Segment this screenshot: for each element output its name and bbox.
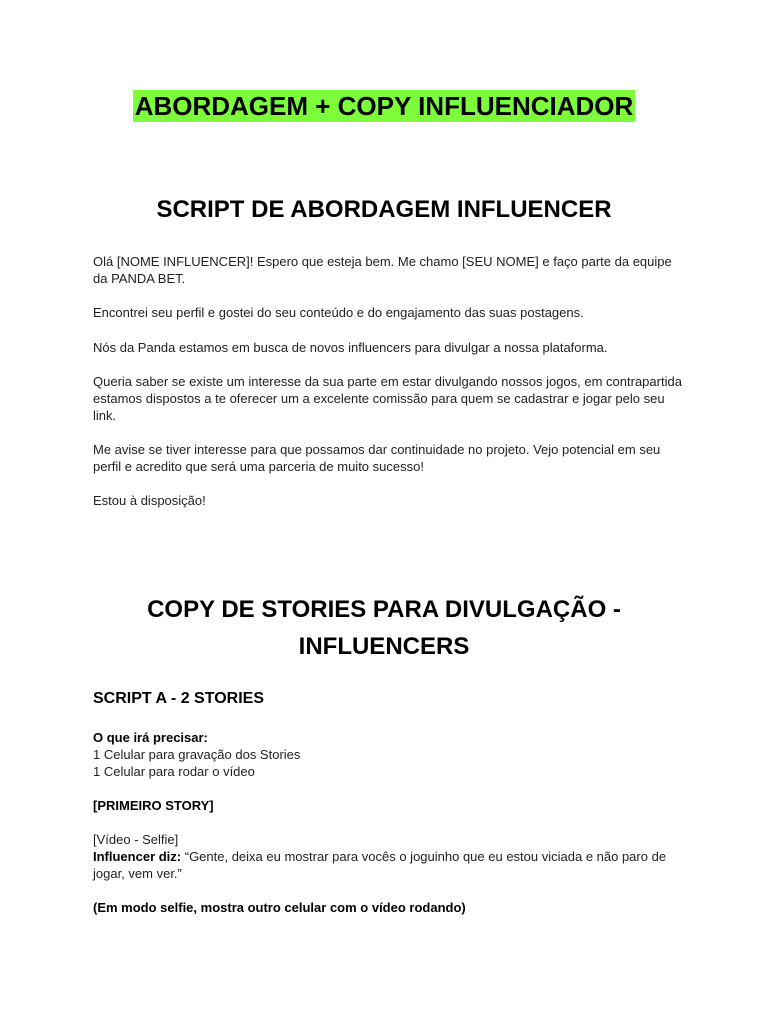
need-item: 1 Celular para gravação dos Stories bbox=[93, 747, 301, 762]
section-title-copy-stories bbox=[60, 591, 708, 665]
paragraph-profile: Encontrei seu perfil e gostei do seu conteúdo e do engajamento das suas postagens. bbox=[93, 305, 584, 320]
influencer-line bbox=[93, 848, 683, 882]
need-item: 1 Celular para rodar o vídeo bbox=[93, 764, 255, 779]
section-title-line2: INFLUENCERS bbox=[298, 633, 470, 660]
influencer-label: Influencer diz: bbox=[93, 849, 182, 864]
paragraph-continuity: Me avise se tiver interesse para que possamos dar continuidade no projeto. Vejo potencial em seu perfil e acredito que será uma parceria de muito sucesso! bbox=[93, 442, 661, 474]
paragraph-search: Nós da Panda estamos em busca de novos influencers para divulgar a nossa plataforma. bbox=[93, 340, 608, 355]
section-title-line1: COPY DE STORIES PARA DIVULGAÇÃO - bbox=[147, 596, 621, 623]
need-label: O que irá precisar: bbox=[93, 730, 208, 745]
paragraph-closing: Estou à disposição! bbox=[93, 493, 206, 508]
highlighted-title-text: ABORDAGEM + COPY INFLUENCIADOR bbox=[134, 91, 634, 121]
document-title bbox=[0, 86, 768, 123]
section-title-abordagem: SCRIPT DE ABORDAGEM INFLUENCER bbox=[156, 196, 612, 223]
script-a-title: SCRIPT A - 2 STORIES bbox=[93, 690, 264, 707]
selfie-note: (Em modo selfie, mostra outro celular com o vídeo rodando) bbox=[93, 900, 466, 915]
video-tag: [Vídeo - Selfie] bbox=[93, 832, 179, 847]
influencer-quote: “Gente, deixa eu mostrar para vocês o joguinho que eu estou viciada e não paro de jogar, vem ver.” bbox=[93, 849, 667, 881]
first-story-label: [PRIMEIRO STORY] bbox=[93, 798, 214, 813]
paragraph-greeting: Olá [NOME INFLUENCER]! Espero que esteja bem. Me chamo [SEU NOME] e faço parte da equipe da PANDA BET. bbox=[93, 254, 672, 286]
paragraph-interest: Queria saber se existe um interesse da sua parte em estar divulgando nossos jogos, em contrapartida estamos dispostos a te oferecer um a excelente comissão para quem se cadastrar e jogar pelo seu link. bbox=[93, 374, 682, 423]
